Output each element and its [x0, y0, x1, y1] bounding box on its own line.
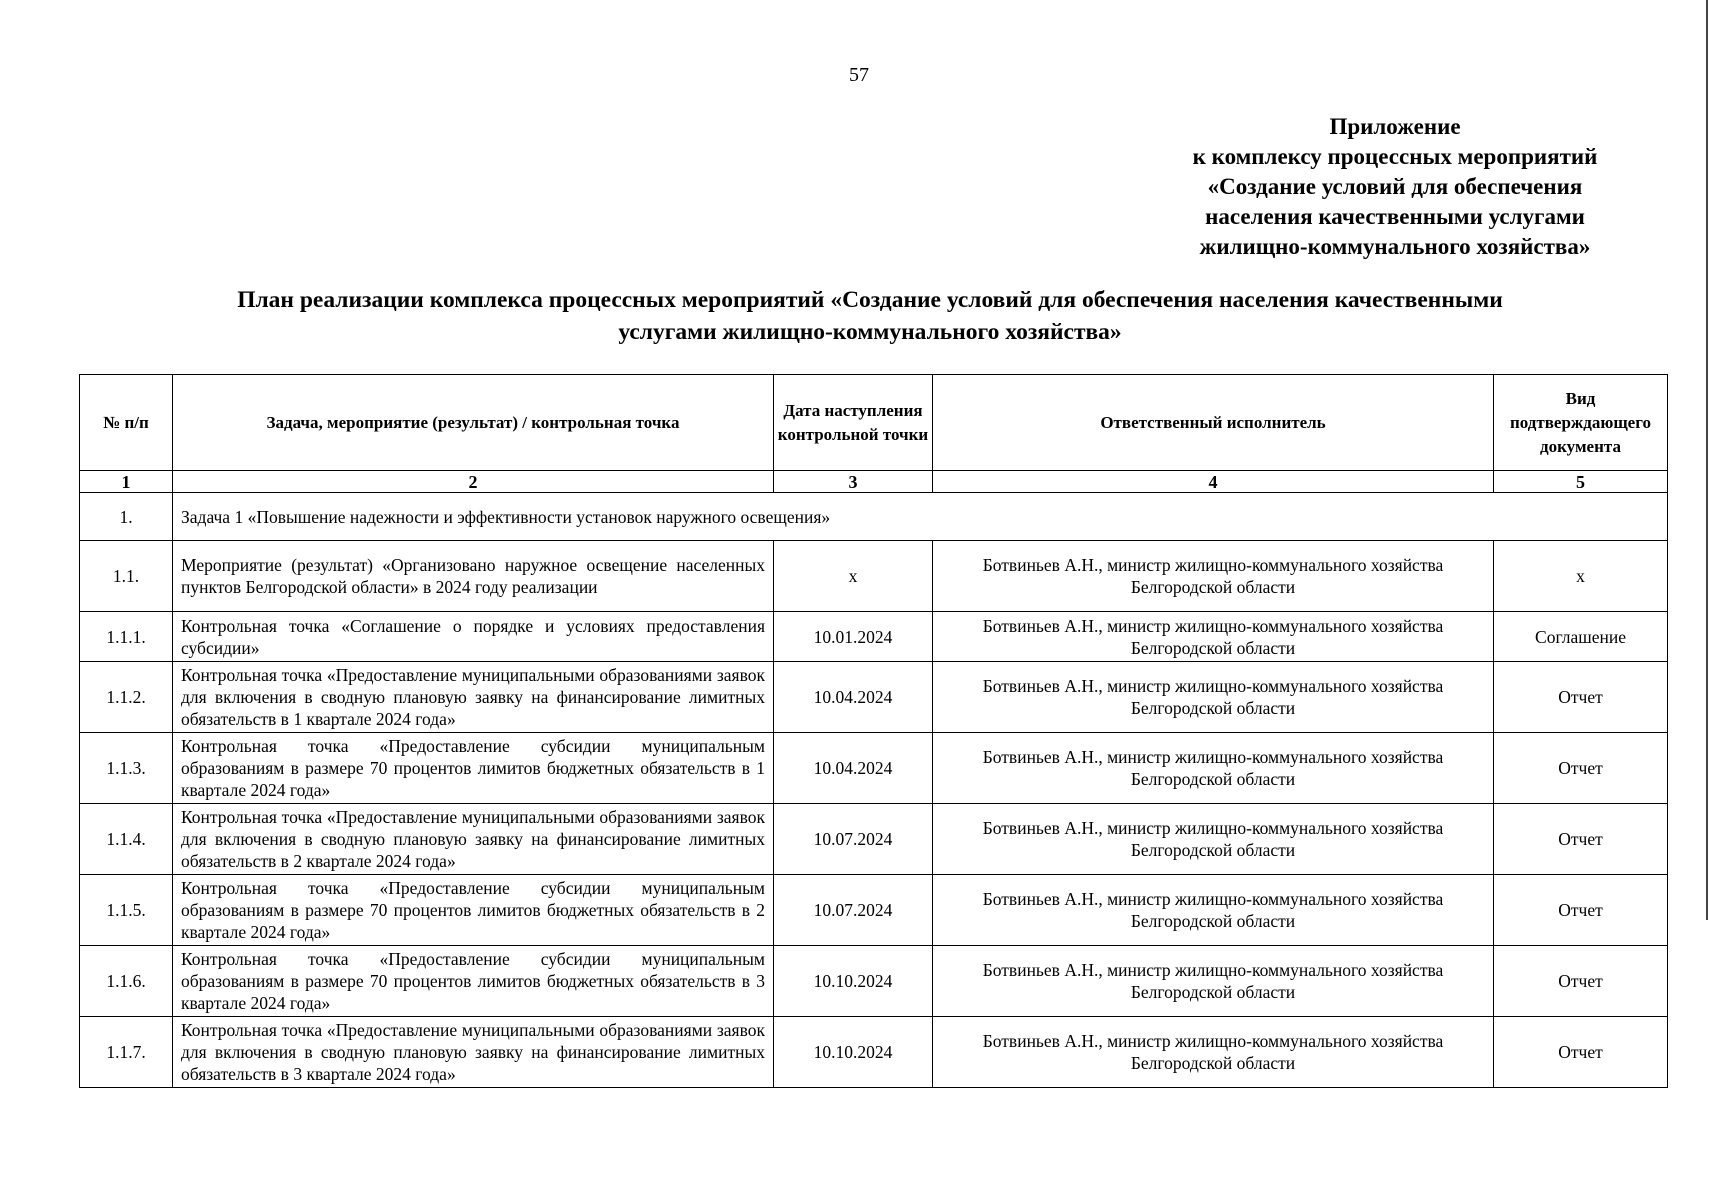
- row-document-type: Соглашение: [1494, 612, 1668, 662]
- document-title: [90, 284, 1650, 348]
- header-number: № п/п: [80, 375, 173, 471]
- row-responsible: Ботвиньев А.Н., министр жилищно-коммунального хозяйства Белгородской области: [933, 804, 1494, 875]
- row-responsible: Ботвиньев А.Н., министр жилищно-коммунального хозяйства Белгородской области: [933, 875, 1494, 946]
- row-description: Контрольная точка «Предоставление субсидии муниципальным образованиям в размере 70 процентов лимитов бюджетных обязательств в 1 квартале 2024 года»: [173, 733, 774, 804]
- appendix-line: Приложение: [1329, 114, 1461, 139]
- table-row: [80, 612, 1668, 662]
- table-header-row: [80, 375, 1668, 471]
- row-document-type: Отчет: [1494, 946, 1668, 1017]
- row-description: Контрольная точка «Предоставление субсидии муниципальным образованиям в размере 70 процентов лимитов бюджетных обязательств в 2 квартале 2024 года»: [173, 875, 774, 946]
- row-description: Контрольная точка «Предоставление муниципальными образованиями заявок для включения в сводную плановую заявку на финансирование лимитных обязательств в 1 квартале 2024 года»: [173, 662, 774, 733]
- header-document-type: Вид подтверждающего документа: [1494, 375, 1668, 471]
- table-row: [80, 733, 1668, 804]
- row-description: Контрольная точка «Предоставление муниципальными образованиями заявок для включения в сводную плановую заявку на финансирование лимитных обязательств в 2 квартале 2024 года»: [173, 804, 774, 875]
- header-task: Задача, мероприятие (результат) / контрольная точка: [173, 375, 774, 471]
- task-number: 1.: [80, 493, 173, 541]
- row-document-type: Отчет: [1494, 1017, 1668, 1088]
- row-date: х: [774, 541, 933, 612]
- appendix-line: жилищно-коммунального хозяйства»: [1199, 234, 1591, 259]
- table-row: [80, 541, 1668, 612]
- row-date: 10.04.2024: [774, 733, 933, 804]
- table-row: [80, 804, 1668, 875]
- page-number: 57: [849, 64, 869, 86]
- row-description: Мероприятие (результат) «Организовано наружное освещение населенных пунктов Белгородской области» в 2024 году реализации: [173, 541, 774, 612]
- row-document-type: Отчет: [1494, 875, 1668, 946]
- column-number: 2: [173, 471, 774, 493]
- row-document-type: х: [1494, 541, 1668, 612]
- header-responsible: Ответственный исполнитель: [933, 375, 1494, 471]
- row-responsible: Ботвиньев А.Н., министр жилищно-коммунального хозяйства Белгородской области: [933, 612, 1494, 662]
- row-responsible: Ботвиньев А.Н., министр жилищно-коммунального хозяйства Белгородской области: [933, 662, 1494, 733]
- row-number: 1.1.: [80, 541, 173, 612]
- appendix-line: «Создание условий для обеспечения: [1207, 174, 1583, 199]
- row-responsible: Ботвиньев А.Н., министр жилищно-коммунального хозяйства Белгородской области: [933, 946, 1494, 1017]
- row-number: 1.1.1.: [80, 612, 173, 662]
- row-responsible: Ботвиньев А.Н., министр жилищно-коммунального хозяйства Белгородской области: [933, 541, 1494, 612]
- row-description: Контрольная точка «Соглашение о порядке и условиях предоставления субсидии»: [173, 612, 774, 662]
- row-date: 10.10.2024: [774, 1017, 933, 1088]
- row-number: 1.1.3.: [80, 733, 173, 804]
- row-number: 1.1.7.: [80, 1017, 173, 1088]
- column-number-row: [80, 471, 1668, 493]
- row-date: 10.04.2024: [774, 662, 933, 733]
- row-description: Контрольная точка «Предоставление муниципальными образованиями заявок для включения в сводную плановую заявку на финансирование лимитных обязательств в 3 квартале 2024 года»: [173, 1017, 774, 1088]
- row-document-type: Отчет: [1494, 804, 1668, 875]
- table-row: [80, 875, 1668, 946]
- appendix-line: к комплексу процессных мероприятий: [1192, 144, 1598, 169]
- appendix-heading: [1140, 112, 1650, 262]
- row-document-type: Отчет: [1494, 733, 1668, 804]
- row-date: 10.01.2024: [774, 612, 933, 662]
- column-number: 4: [933, 471, 1494, 493]
- scan-edge-line: [1706, 0, 1708, 920]
- row-number: 1.1.4.: [80, 804, 173, 875]
- row-number: 1.1.5.: [80, 875, 173, 946]
- document-title-line: План реализации комплекса процессных мероприятий «Создание условий для обеспечения населения качественными: [237, 287, 1503, 313]
- row-responsible: Ботвиньев А.Н., министр жилищно-коммунального хозяйства Белгородской области: [933, 1017, 1494, 1088]
- table-row: [80, 1017, 1668, 1088]
- appendix-line: населения качественными услугами: [1205, 204, 1585, 229]
- column-number: 3: [774, 471, 933, 493]
- plan-table: [79, 374, 1668, 1088]
- row-responsible: Ботвиньев А.Н., министр жилищно-коммунального хозяйства Белгородской области: [933, 733, 1494, 804]
- row-number: 1.1.2.: [80, 662, 173, 733]
- column-number: 1: [80, 471, 173, 493]
- task-row: [80, 493, 1668, 541]
- table-row: [80, 946, 1668, 1017]
- row-date: 10.10.2024: [774, 946, 933, 1017]
- row-date: 10.07.2024: [774, 804, 933, 875]
- row-date: 10.07.2024: [774, 875, 933, 946]
- row-document-type: Отчет: [1494, 662, 1668, 733]
- document-title-line: услугами жилищно-коммунального хозяйства»: [618, 319, 1122, 345]
- task-text: Задача 1 «Повышение надежности и эффективности установок наружного освещения»: [173, 493, 1668, 541]
- column-number: 5: [1494, 471, 1668, 493]
- header-date: Дата наступления контрольной точки: [774, 375, 933, 471]
- table-row: [80, 662, 1668, 733]
- row-number: 1.1.6.: [80, 946, 173, 1017]
- row-description: Контрольная точка «Предоставление субсидии муниципальным образованиям в размере 70 процентов лимитов бюджетных обязательств в 3 квартале 2024 года»: [173, 946, 774, 1017]
